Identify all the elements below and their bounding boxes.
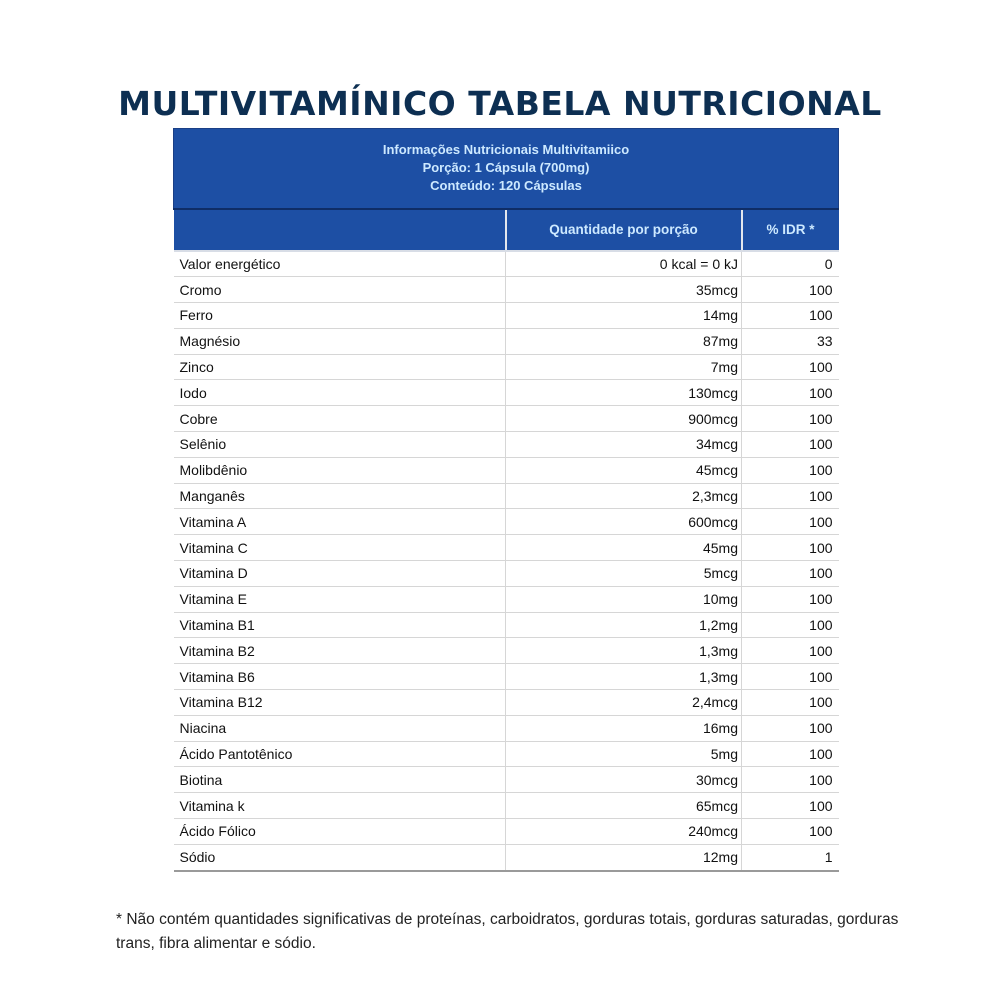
nutrient-idr: 100: [742, 767, 839, 793]
nutrient-quantity: 1,3mg: [506, 638, 742, 664]
nutrient-idr: 100: [742, 303, 839, 329]
nutrition-table: [173, 128, 839, 872]
nutrient-idr: 100: [742, 509, 839, 535]
nutrient-name: Zinco: [174, 354, 506, 380]
nutrient-idr: 100: [742, 406, 839, 432]
header-line: Informações Nutricionais Multivitamiico: [382, 142, 630, 158]
nutrient-quantity: 2,3mcg: [506, 483, 742, 509]
nutrient-idr: 100: [742, 432, 839, 458]
table-row: [174, 638, 839, 664]
nutrient-idr: 100: [742, 715, 839, 741]
column-header-quantity: Quantidade por porção: [506, 209, 742, 251]
nutrient-quantity: 1,3mg: [506, 664, 742, 690]
nutrient-name: Sódio: [174, 844, 506, 870]
nutrient-name: Vitamina E: [174, 586, 506, 612]
nutrient-name: Ferro: [174, 303, 506, 329]
nutrient-name: Molibdênio: [174, 457, 506, 483]
nutrient-quantity: 900mcg: [506, 406, 742, 432]
table-row: [174, 715, 839, 741]
nutrient-quantity: 30mcg: [506, 767, 742, 793]
nutrient-idr: 100: [742, 380, 839, 406]
table-header-info: [174, 129, 839, 209]
table-row: [174, 586, 839, 612]
nutrient-quantity: 2,4mcg: [506, 690, 742, 716]
nutrient-name: Vitamina D: [174, 561, 506, 587]
nutrient-quantity: 65mcg: [506, 793, 742, 819]
header-line: Porção: 1 Cápsula (700mg): [422, 160, 590, 176]
table-row: [174, 741, 839, 767]
nutrient-idr: 1: [742, 844, 839, 870]
nutrient-quantity: 45mg: [506, 535, 742, 561]
nutrient-idr: 100: [742, 483, 839, 509]
nutrient-name: Vitamina k: [174, 793, 506, 819]
nutrient-name: Vitamina B2: [174, 638, 506, 664]
nutrient-quantity: 5mcg: [506, 561, 742, 587]
table-row: [174, 664, 839, 690]
nutrient-name: Magnésio: [174, 328, 506, 354]
nutrient-quantity: 12mg: [506, 844, 742, 870]
nutrient-name: Vitamina B6: [174, 664, 506, 690]
nutrient-idr: 100: [742, 354, 839, 380]
table-row: [174, 819, 839, 845]
nutrient-idr: 33: [742, 328, 839, 354]
table-row: [174, 535, 839, 561]
nutrient-idr: 100: [742, 690, 839, 716]
nutrient-name: Ácido Pantotênico: [174, 741, 506, 767]
nutrient-name: Niacina: [174, 715, 506, 741]
nutrient-idr: 100: [742, 793, 839, 819]
table-row: [174, 767, 839, 793]
column-header-idr: % IDR *: [742, 209, 839, 251]
nutrient-idr: 100: [742, 586, 839, 612]
nutrient-name: Selênio: [174, 432, 506, 458]
nutrient-quantity: 10mg: [506, 586, 742, 612]
table-row: [174, 251, 839, 277]
table-row: [174, 406, 839, 432]
nutrient-quantity: 240mcg: [506, 819, 742, 845]
nutrient-idr: 100: [742, 612, 839, 638]
nutrient-idr: 100: [742, 664, 839, 690]
nutrient-name: Vitamina A: [174, 509, 506, 535]
nutrient-quantity: 87mg: [506, 328, 742, 354]
nutrient-name: Vitamina B1: [174, 612, 506, 638]
nutrient-quantity: 14mg: [506, 303, 742, 329]
nutrient-idr: 100: [742, 535, 839, 561]
nutrient-name: Valor energético: [174, 251, 506, 277]
nutrient-quantity: 16mg: [506, 715, 742, 741]
nutrient-quantity: 0 kcal = 0 kJ: [506, 251, 742, 277]
table-row: [174, 380, 839, 406]
table-row: [174, 432, 839, 458]
table-row: [174, 561, 839, 587]
nutrient-idr: 100: [742, 819, 839, 845]
nutrient-idr: 100: [742, 638, 839, 664]
nutrient-idr: 100: [742, 561, 839, 587]
nutrient-name: Cobre: [174, 406, 506, 432]
table-row: [174, 354, 839, 380]
table-row: [174, 844, 839, 870]
nutrient-name: Manganês: [174, 483, 506, 509]
nutrient-name: Iodo: [174, 380, 506, 406]
table-row: [174, 509, 839, 535]
nutrient-quantity: 45mcg: [506, 457, 742, 483]
nutrient-quantity: 34mcg: [506, 432, 742, 458]
column-header-name: [174, 209, 506, 251]
header-line: Conteúdo: 120 Cápsulas: [430, 178, 582, 194]
table-row: [174, 303, 839, 329]
nutrient-name: Vitamina B12: [174, 690, 506, 716]
nutrient-quantity: 7mg: [506, 354, 742, 380]
table-row: [174, 690, 839, 716]
table-row: [174, 612, 839, 638]
nutrient-idr: 100: [742, 741, 839, 767]
table-row: [174, 793, 839, 819]
nutrient-idr: 100: [742, 457, 839, 483]
table-row: [174, 328, 839, 354]
nutrient-name: Cromo: [174, 277, 506, 303]
nutrient-quantity: 5mg: [506, 741, 742, 767]
nutrient-quantity: 1,2mg: [506, 612, 742, 638]
nutrient-name: Biotina: [174, 767, 506, 793]
table-row: [174, 277, 839, 303]
nutrient-name: Ácido Fólico: [174, 819, 506, 845]
nutrient-name: Vitamina C: [174, 535, 506, 561]
page-title: MULTIVITAMÍNICO TABELA NUTRICIONAL: [118, 84, 882, 124]
nutrient-idr: 100: [742, 277, 839, 303]
footnote: * Não contém quantidades significativas de proteínas, carboidratos, gorduras totais, gorduras saturadas, gorduras trans, fibra alimentar e sódio.: [116, 910, 899, 952]
table-row: [174, 457, 839, 483]
nutrient-quantity: 35mcg: [506, 277, 742, 303]
nutrient-idr: 0: [742, 251, 839, 277]
nutrient-quantity: 600mcg: [506, 509, 742, 535]
table-row: [174, 483, 839, 509]
nutrient-quantity: 130mcg: [506, 380, 742, 406]
